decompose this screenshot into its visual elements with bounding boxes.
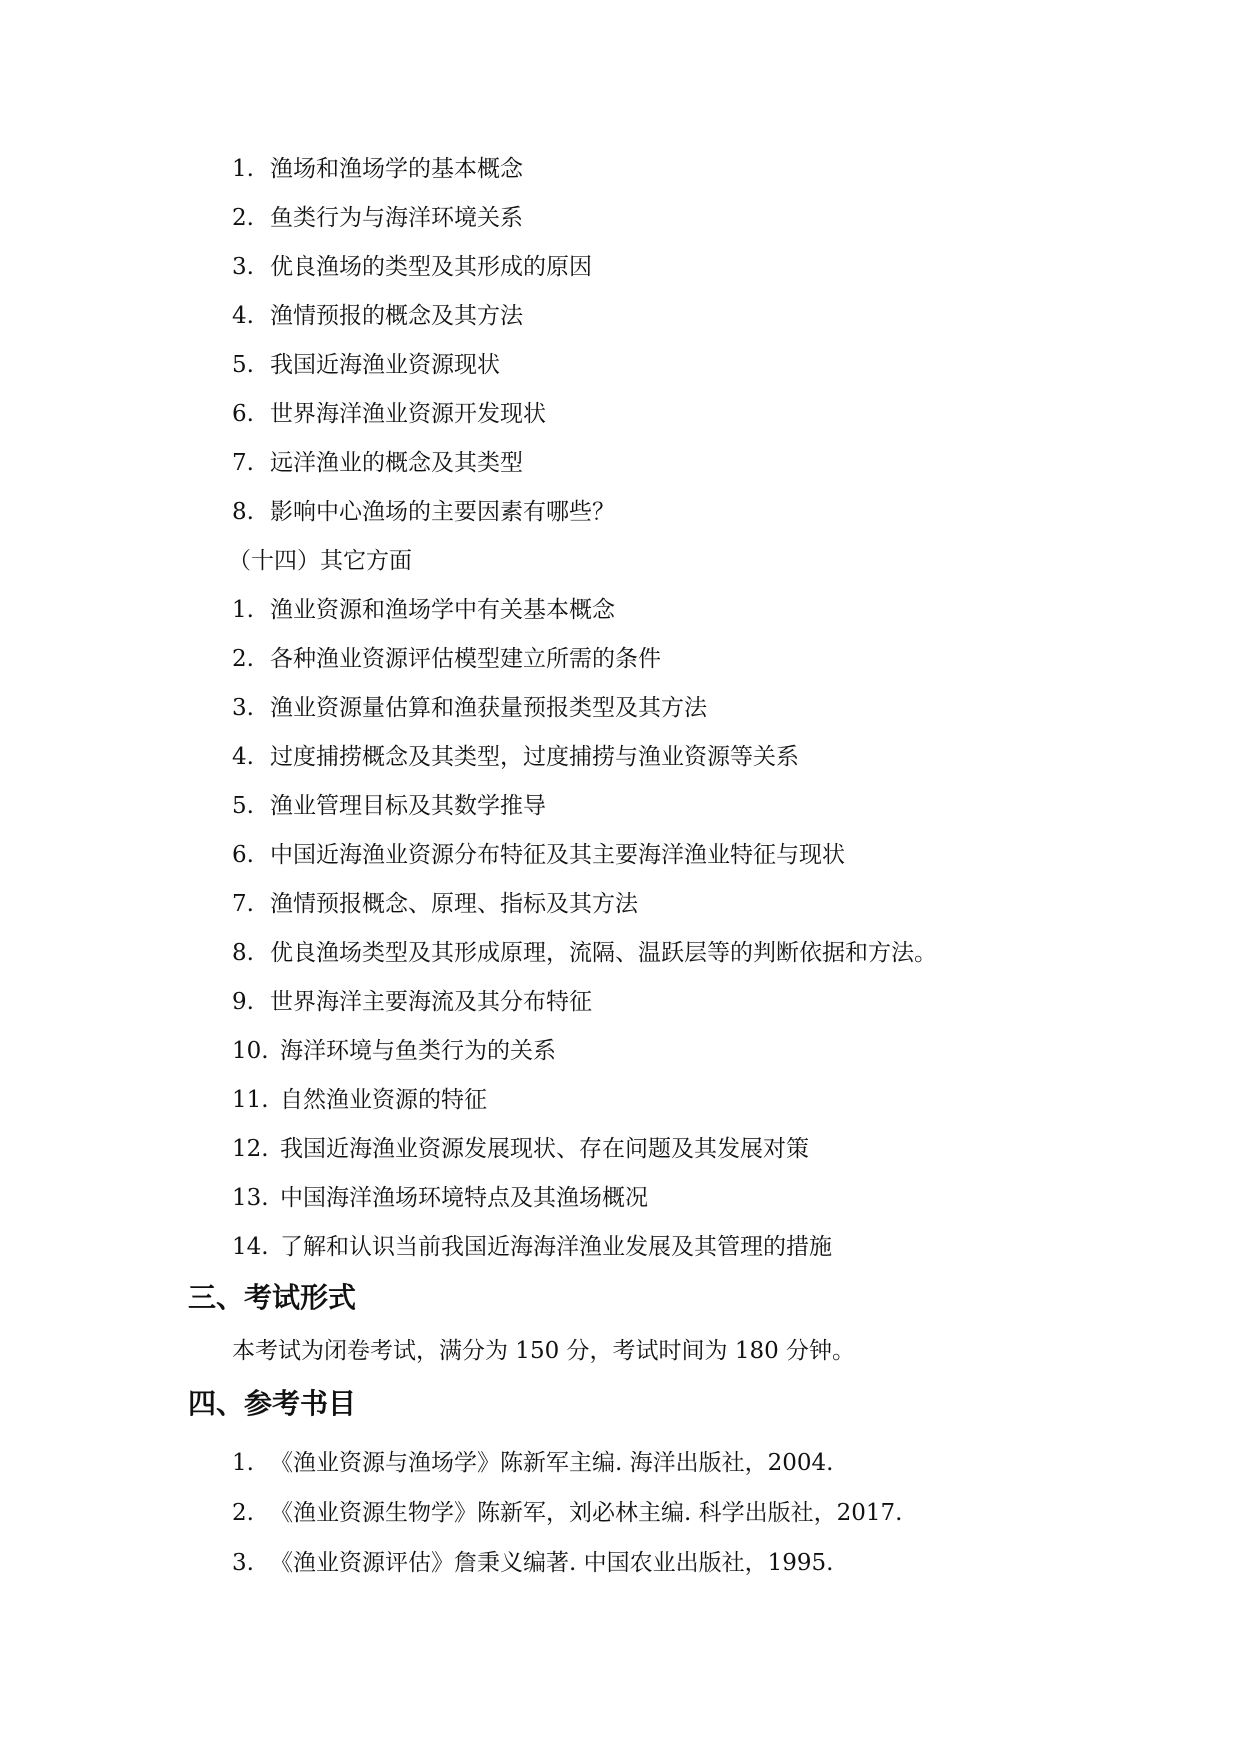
item-number: 4. xyxy=(232,303,254,329)
item-text: 渔业资源和渔场学中有关基本概念 xyxy=(270,597,615,623)
item-text: 了解和认识当前我国近海海洋渔业发展及其管理的措施 xyxy=(280,1234,832,1260)
content-block xyxy=(188,145,1132,1588)
item-text: 自然渔业资源的特征 xyxy=(280,1087,487,1113)
item-number: 8. xyxy=(232,940,254,966)
item-text: 中国海洋渔场环境特点及其渔场概况 xyxy=(280,1185,648,1211)
item-text: 优良渔场的类型及其形成的原因 xyxy=(270,254,592,280)
reference-item xyxy=(232,1538,1132,1588)
item-text: 渔情预报的概念及其方法 xyxy=(270,303,523,329)
section-heading-references: 四、参考书目 xyxy=(188,1387,357,1420)
item-number: 11. xyxy=(232,1087,269,1113)
list-item xyxy=(232,1125,1132,1174)
list-item xyxy=(232,439,1132,488)
item-text: 渔情预报概念、原理、指标及其方法 xyxy=(270,891,638,917)
list-item xyxy=(232,733,1132,782)
list-item xyxy=(232,488,1132,537)
item-number: 8. xyxy=(232,499,254,525)
list-item xyxy=(232,978,1132,1027)
list-item xyxy=(232,586,1132,635)
item-text: 世界海洋主要海流及其分布特征 xyxy=(270,989,592,1015)
section-heading-exam-format: 三、考试形式 xyxy=(188,1281,357,1314)
item-number: 9. xyxy=(232,989,254,1015)
list-item xyxy=(232,684,1132,733)
item-number: 4. xyxy=(232,744,254,770)
list-item xyxy=(232,390,1132,439)
item-number: 1. xyxy=(232,1450,254,1476)
item-text: 我国近海渔业资源现状 xyxy=(270,352,500,378)
item-text: 鱼类行为与海洋环境关系 xyxy=(270,205,523,231)
subsection-heading: （十四）其它方面 xyxy=(228,548,412,574)
list-item xyxy=(232,880,1132,929)
item-text: 渔业资源量估算和渔获量预报类型及其方法 xyxy=(270,695,707,721)
item-text: 世界海洋渔业资源开发现状 xyxy=(270,401,546,427)
item-number: 6. xyxy=(232,401,254,427)
item-text: 渔业管理目标及其数学推导 xyxy=(270,793,546,819)
item-text: 优良渔场类型及其形成原理，流隔、温跃层等的判断依据和方法。 xyxy=(270,940,937,966)
item-number: 2. xyxy=(232,205,254,231)
reference-text: 《渔业资源评估》詹秉义编著. 中国农业出版社，1995. xyxy=(270,1550,834,1576)
list-item xyxy=(232,243,1132,292)
reference-text: 《渔业资源与渔场学》陈新军主编. 海洋出版社，2004. xyxy=(270,1450,834,1476)
topic-list-fishing-ground xyxy=(232,145,1132,537)
item-text: 远洋渔业的概念及其类型 xyxy=(270,450,523,476)
item-number: 2. xyxy=(232,1500,254,1526)
item-text: 各种渔业资源评估模型建立所需的条件 xyxy=(270,646,661,672)
item-number: 10. xyxy=(232,1038,269,1064)
reference-text: 《渔业资源生物学》陈新军，刘必林主编. 科学出版社，2017. xyxy=(270,1500,903,1526)
item-number: 13. xyxy=(232,1185,269,1211)
item-number: 1. xyxy=(232,597,254,623)
list-item xyxy=(232,635,1132,684)
reference-list xyxy=(232,1438,1132,1588)
list-item xyxy=(232,194,1132,243)
item-number: 5. xyxy=(232,352,254,378)
item-text: 影响中心渔场的主要因素有哪些？ xyxy=(270,499,615,525)
list-item xyxy=(232,341,1132,390)
item-text: 海洋环境与鱼类行为的关系 xyxy=(280,1038,556,1064)
item-number: 3. xyxy=(232,1550,254,1576)
item-number: 1. xyxy=(232,156,254,182)
item-number: 5. xyxy=(232,793,254,819)
list-item xyxy=(232,831,1132,880)
item-text: 渔场和渔场学的基本概念 xyxy=(270,156,523,182)
reference-item xyxy=(232,1438,1132,1488)
list-item xyxy=(232,1174,1132,1223)
item-number: 2. xyxy=(232,646,254,672)
item-number: 12. xyxy=(232,1136,269,1162)
list-item xyxy=(232,1076,1132,1125)
list-item xyxy=(232,1027,1132,1076)
list-item xyxy=(232,145,1132,194)
reference-item xyxy=(232,1488,1132,1538)
item-number: 3. xyxy=(232,254,254,280)
list-item xyxy=(232,782,1132,831)
item-text: 过度捕捞概念及其类型，过度捕捞与渔业资源等关系 xyxy=(270,744,799,770)
item-number: 7. xyxy=(232,450,254,476)
list-item xyxy=(232,1223,1132,1272)
list-item xyxy=(232,929,1132,978)
exam-format-text: 本考试为闭卷考试，满分为 150 分，考试时间为 180 分钟。 xyxy=(232,1338,856,1364)
list-item xyxy=(232,292,1132,341)
topic-list-other xyxy=(232,586,1132,1272)
item-text: 我国近海渔业资源发展现状、存在问题及其发展对策 xyxy=(280,1136,809,1162)
item-number: 6. xyxy=(232,842,254,868)
item-text: 中国近海渔业资源分布特征及其主要海洋渔业特征与现状 xyxy=(270,842,845,868)
item-number: 14. xyxy=(232,1234,269,1260)
item-number: 7. xyxy=(232,891,254,917)
item-number: 3. xyxy=(232,695,254,721)
